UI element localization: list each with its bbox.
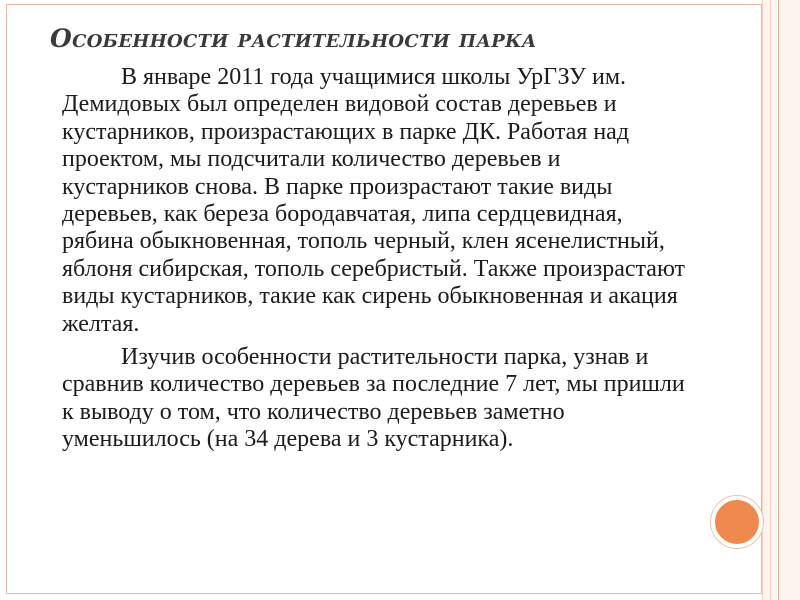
right-decorative-line-inner — [770, 0, 771, 600]
body-paragraph-1: В январе 2011 года учащимися школы УрГЗУ им. Демидовых был определен видовой состав деревьев и кустарников, произрастающих в парке ДК. Работая над проектом, мы подсчитали количество деревьев и кустарников снова. В парке произрастают такие виды деревьев, как береза бородавчатая, липа сердцевидная, рябина обыкновенная, тополь черный, клен ясенелистный, яблоня сибирская, тополь серебристый. Также произрастают виды кустарников, такие как сирень обыкновенная и акация желтая. — [62, 64, 686, 337]
slide-title: Особенности растительности парка — [50, 24, 537, 53]
slide-body — [62, 64, 688, 454]
right-decorative-band — [762, 0, 800, 600]
body-paragraph-2: Изучив особенности растительности парка, узнав и сравнив количество деревьев за последние 7 лет, мы пришли к выводу о том, что количество деревьев заметно уменьшилось (на 34 дерева и 3 кустарника). — [62, 344, 685, 453]
decorative-circle — [711, 496, 763, 548]
right-decorative-line — [778, 0, 779, 600]
